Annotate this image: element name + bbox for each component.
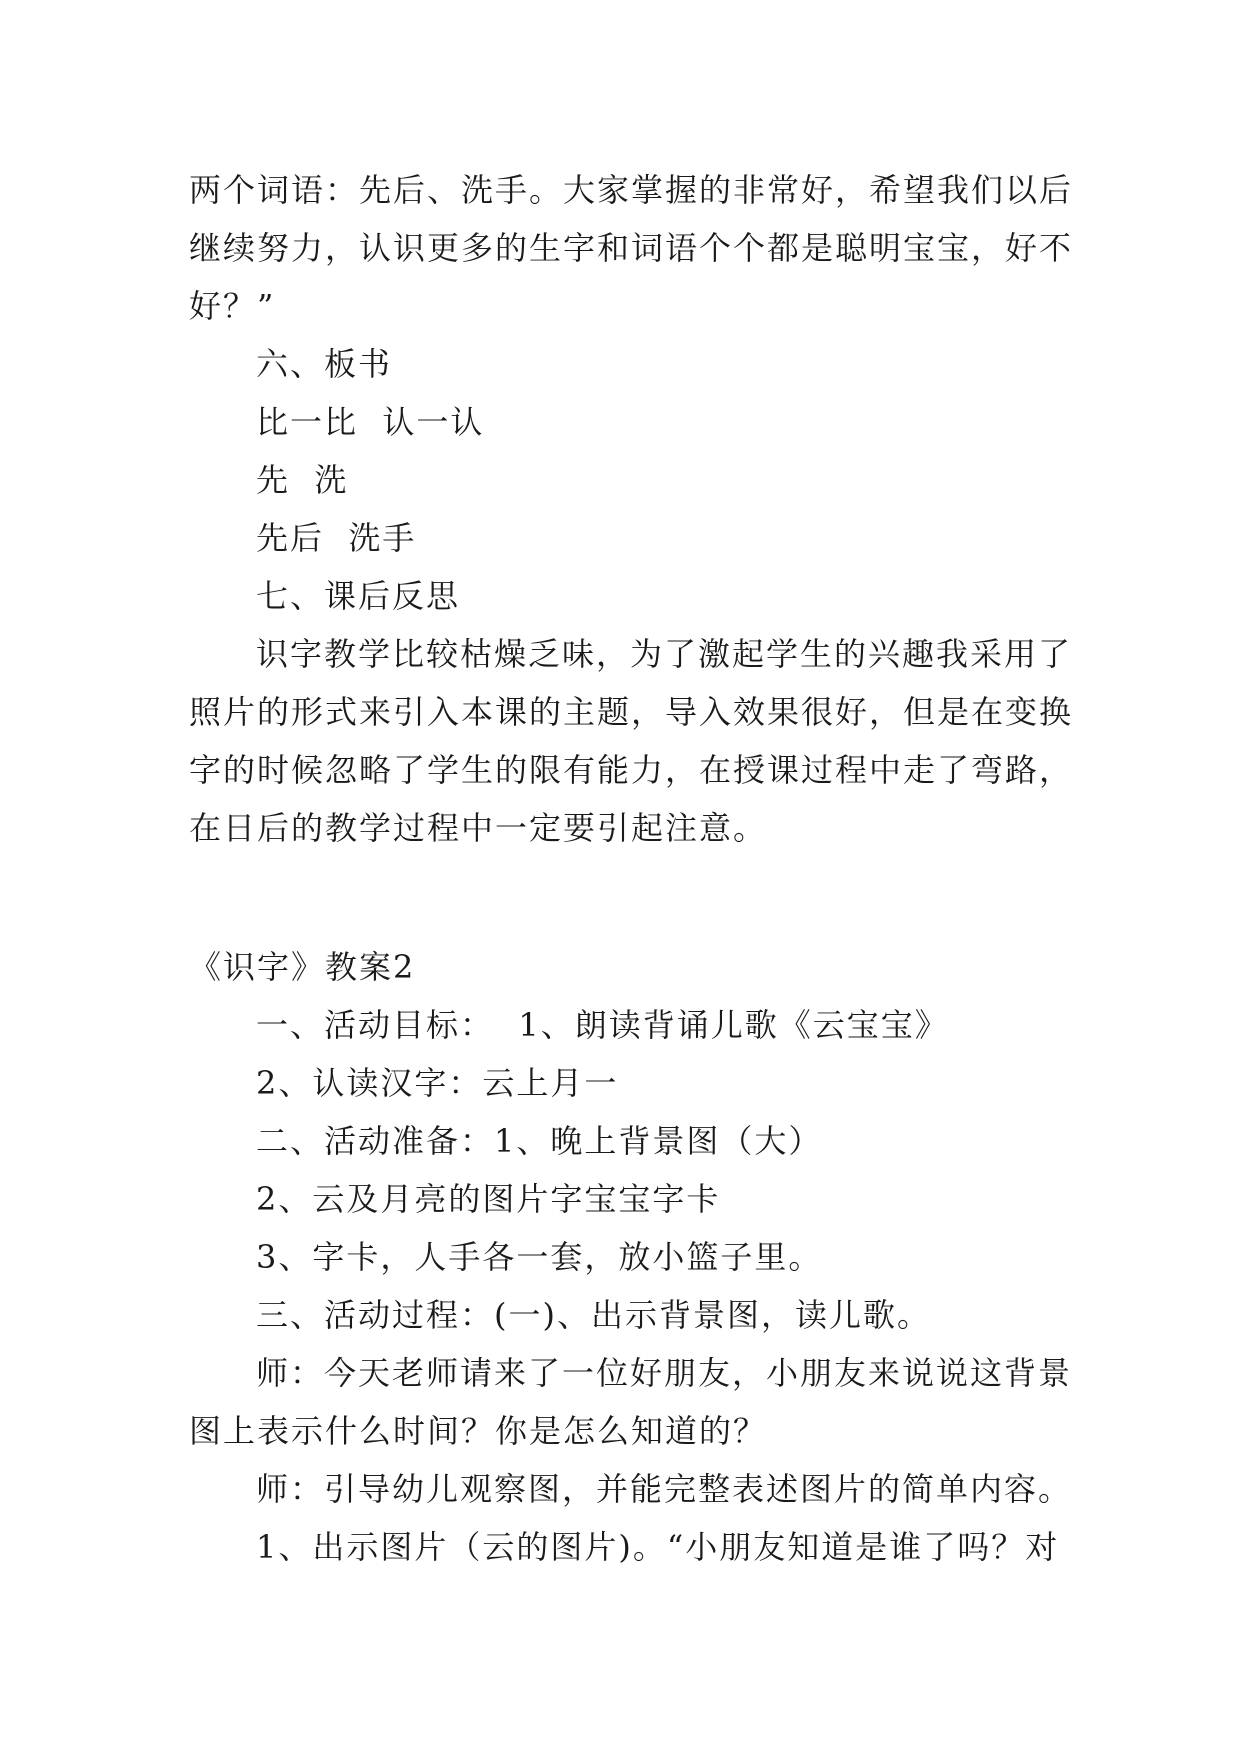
paragraph-line: 二、活动准备：1、晚上背景图（大） — [256, 1122, 823, 1160]
paragraph-line: 照片的形式来引入本课的主题，导入效果很好，但是在变换 — [189, 693, 1074, 731]
lesson-plan-title: 《识字》教案2 — [189, 948, 416, 986]
paragraph-line: 1、出示图片（云的图片)。“小朋友知道是谁了吗？对 — [256, 1528, 1060, 1566]
paragraph-line: 好？” — [189, 287, 276, 325]
section-spacer — [189, 857, 1069, 938]
paragraph-line: 识字教学比较枯燥乏味，为了激起学生的兴趣我采用了 — [256, 635, 1073, 673]
board-line: 先后 洗手 — [256, 519, 417, 557]
paragraph-line: 图上表示什么时间？你是怎么知道的？ — [189, 1412, 768, 1450]
paragraph-line: 在日后的教学过程中一定要引起注意。 — [189, 809, 768, 847]
section-heading-reflection: 七、课后反思 — [256, 577, 461, 615]
paragraph-line: 两个词语：先后、洗手。大家掌握的非常好，希望我们以后 — [189, 171, 1074, 209]
paragraph-line: 三、活动过程：(一)、出示背景图，读儿歌。 — [256, 1296, 931, 1334]
paragraph-line: 一、活动目标： 1、朗读背诵儿歌《云宝宝》 — [256, 1006, 949, 1044]
paragraph-line: 3、字卡，人手各一套，放小篮子里。 — [256, 1238, 823, 1276]
board-line: 比一比 认一认 — [256, 403, 485, 441]
paragraph-line: 师：引导幼儿观察图，并能完整表述图片的简单内容。 — [256, 1470, 1073, 1508]
paragraph-line: 2、认读汉字：云上月一 — [256, 1064, 619, 1102]
document-body — [189, 161, 1074, 1576]
paragraph-line: 2、云及月亮的图片字宝宝字卡 — [256, 1180, 721, 1218]
board-line: 先 洗 — [256, 461, 349, 499]
paragraph-line: 字的时候忽略了学生的限有能力，在授课过程中走了弯路， — [189, 751, 1074, 789]
section-heading-board: 六、板书 — [256, 345, 393, 383]
paragraph-line: 继续努力，认识更多的生字和词语个个都是聪明宝宝，好不 — [189, 229, 1074, 267]
paragraph-line: 师：今天老师请来了一位好朋友，小朋友来说说这背景 — [256, 1354, 1073, 1392]
